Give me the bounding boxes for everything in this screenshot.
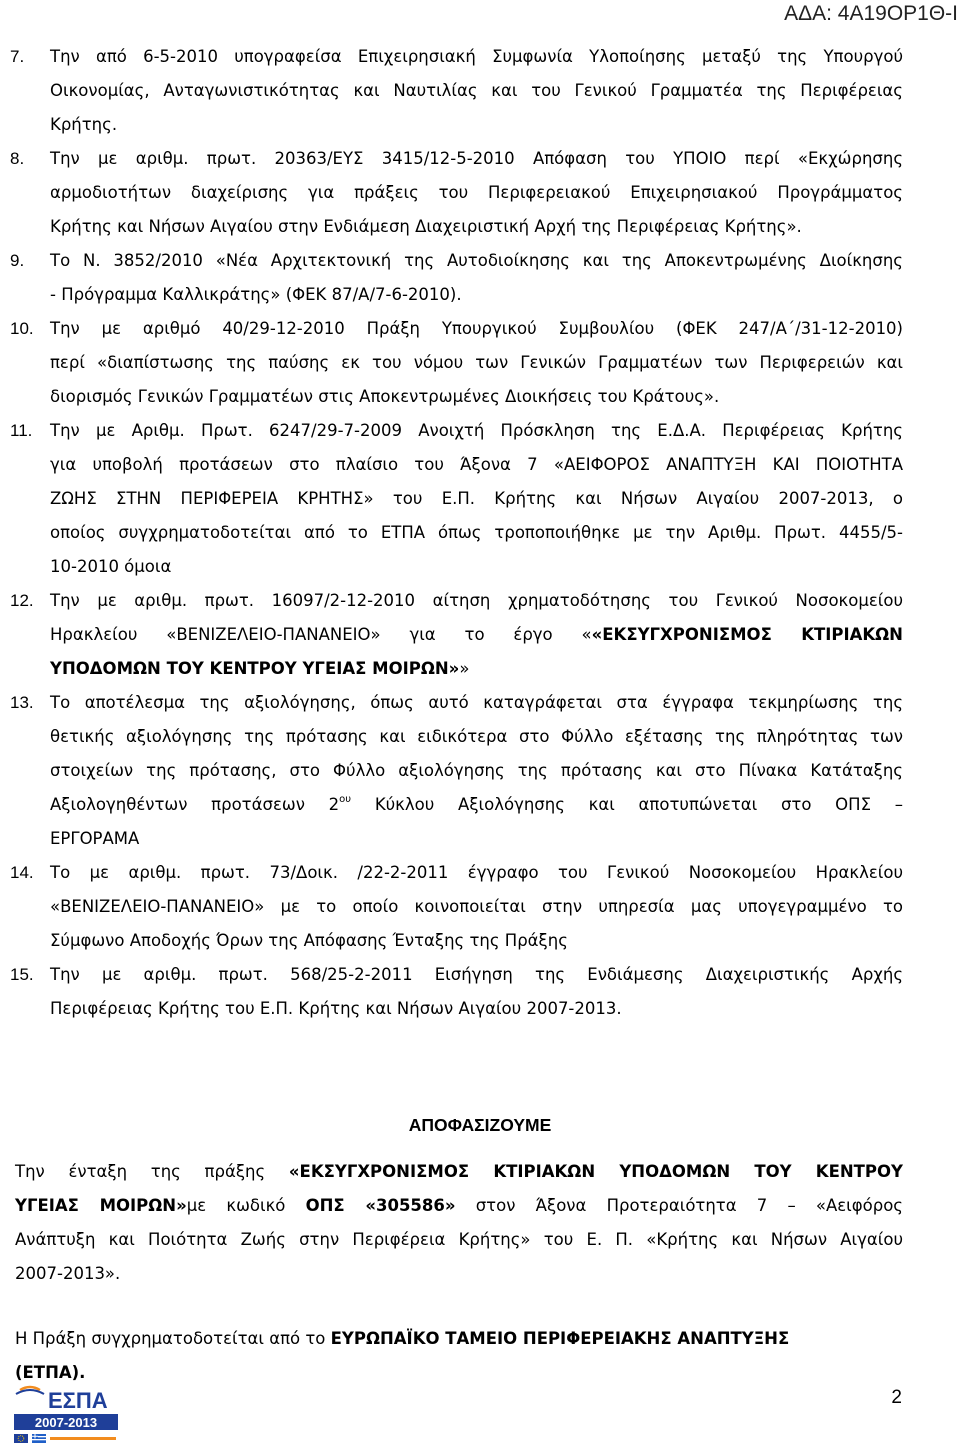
- text-line: οποίος συγχρηματοδοτείται από το ΕΤΠΑ όπως τροποποιήθηκε με την Αριθμ. Πρωτ. 4455/5-: [50, 523, 903, 542]
- text-line: Την από 6-5-2010 υπογραφείσα Επιχειρησιακή Συμφωνία Υλοποίησης μεταξύ της Υπουργού: [50, 47, 903, 66]
- text-line: Κρήτης και Νήσων Αιγαίου στην Ενδιάμεση Διαχειριστική Αρχή της Περιφέρειας Κρήτης».: [50, 217, 802, 236]
- espa-logo-mark: [16, 1387, 44, 1394]
- text-line: Την με αριθμ. πρωτ. 16097/2-12-2010 αίτηση χρηματοδότησης του Γενικού Νοσοκομείου: [50, 591, 903, 610]
- project-title-bold: «ΕΚΣΥΓΧΡΟΝΙΣΜΟΣ ΚΤΙΡΙΑΚΩΝ: [591, 625, 903, 644]
- item-number: 15.: [10, 965, 34, 984]
- text-run: Ηρακλείου «ΒΕΝΙΖΕΛΕΙΟ-ΠΑΝΑΝΕΙΟ» για το έργο «: [50, 625, 592, 644]
- item-text: [50, 142, 903, 244]
- text-run: με κωδικό: [186, 1196, 306, 1215]
- text-run: Την ένταξη της πράξης: [15, 1162, 289, 1181]
- text-line: Την με Αριθμ. Πρωτ. 6247/29-7-2009 Ανοιχτή Πρόσκληση της Ε.Δ.Α. Περιφέρειας Κρήτης: [50, 421, 903, 440]
- text-line: Το αποτέλεσμα της αξιολόγησης, όπως αυτό καταγράφεται στα έγγραφα τεκμηρίωσης της: [50, 693, 903, 712]
- list-item: [0, 584, 960, 686]
- text-line: διορισμός Γενικών Γραμματέων στις Αποκεντρωμένες Διοικήσεις του Κράτους».: [50, 387, 720, 406]
- item-text: [50, 958, 903, 1026]
- text-line: Ανάπτυξη και Ποιότητα Ζωής στην Περιφέρεια Κρήτης» του Ε. Π. «Κρήτης και Νήσων Αιγαίου: [15, 1230, 903, 1249]
- text-line: αρμοδιοτήτων διαχείρισης για πράξεις του Περιφερειακού Επιχειρησιακού Προγράμματος: [50, 183, 903, 202]
- fund-name-bold: ΕΥΡΩΠΑΪΚΟ ΤΑΜΕΙΟ ΠΕΡΙΦΕΡΕΙΑΚΗΣ ΑΝΑΠΤΥΞΗΣ: [330, 1329, 790, 1348]
- text-line: ΕΡΓΟΡΑΜΑ: [50, 829, 140, 848]
- text-line: περί «διαπίστωσης της παύσης εκ του νόμου των Γενικών Γραμματέων των Περιφερειών και: [50, 353, 903, 372]
- text-line: [15, 1189, 903, 1223]
- text-line: θετικής αξιολόγησης της πρότασης και ειδικότερα στο Φύλλο εξέτασης της πληρότητας των: [50, 727, 903, 746]
- ops-code-bold: ΟΠΣ «305586»: [305, 1196, 456, 1215]
- text-line: Περιφέρειας Κρήτης του Ε.Π. Κρήτης και Νήσων Αιγαίου 2007-2013.: [50, 999, 622, 1018]
- text-line: [50, 652, 903, 686]
- project-title-bold: ΥΠΟΔΟΜΩΝ ΤΟΥ ΚΕΝΤΡΟΥ ΥΓΕΙΑΣ ΜΟΙΡΩΝ»: [50, 659, 460, 678]
- considerations-list: [0, 40, 960, 1026]
- text-line: Σύμφωνο Αποδοχής Όρων της Απόφασης Ένταξης της Πράξης: [50, 931, 568, 950]
- item-text: [50, 584, 903, 686]
- item-text: [50, 40, 903, 142]
- text-line: «ΒΕΝΙΖΕΛΕΙΟ-ΠΑΝΑΝΕΙΟ» με το οποίο κοινοποιείται στην υπηρεσία μας υπογεγραμμένο το: [50, 897, 903, 916]
- item-text: [50, 414, 903, 584]
- item-text: [50, 312, 903, 414]
- text-line: 2007-2013».: [15, 1264, 121, 1283]
- list-item: [0, 686, 960, 856]
- item-number: 11.: [10, 421, 33, 440]
- text-line: Την με αριθμό 40/29-12-2010 Πράξη Υπουργικού Συμβουλίου (ΦΕΚ 247/Α΄/31-12-2010): [50, 319, 903, 338]
- espa-logo: [10, 1384, 120, 1444]
- eu-flag-icon: [14, 1434, 28, 1443]
- text-line: ΖΩΗΣ ΣΤΗΝ ΠΕΡΙΦΕΡΕΙΑ ΚΡΗΤΗΣ» του Ε.Π. Κρήτης και Νήσων Αιγαίου 2007-2013, ο: [50, 489, 903, 508]
- text-run: στον Άξονα Προτεραιότητα 7 – «Αειφόρος: [455, 1196, 903, 1215]
- text-line: στοιχείων της πρότασης, στο Φύλλο αξιολόγησης της πρότασης και στο Πίνακα Κατάταξης: [50, 761, 903, 780]
- text-run: »: [459, 659, 470, 678]
- text-line: [15, 1356, 903, 1390]
- text-line: [15, 1322, 903, 1356]
- item-text: [50, 244, 903, 312]
- text-line: [50, 788, 903, 822]
- page-number: 2: [891, 1387, 902, 1408]
- item-number: 7.: [10, 47, 25, 66]
- text-run: Κύκλου Αξιολόγησης και αποτυπώνεται στο ΟΠΣ –: [374, 795, 903, 814]
- text-run: Αξιολογηθέντων προτάσεων 2: [50, 795, 340, 814]
- item-number: 14.: [10, 863, 34, 882]
- item-text: [50, 686, 903, 856]
- text-line: 10-2010 όμοια: [50, 557, 172, 576]
- item-number: 8.: [10, 149, 25, 168]
- superscript: ου: [339, 794, 352, 805]
- item-number: 12.: [10, 591, 34, 610]
- ada-code: ΑΔΑ: 4Α19ΟΡ1Θ-Ι: [784, 2, 958, 25]
- list-item: [0, 856, 960, 958]
- project-title-bold: «ΕΚΣΥΓΧΡΟΝΙΣΜΟΣ ΚΤΙΡΙΑΚΩΝ ΥΠΟΔΟΜΩΝ ΤΟΥ ΚΕΝΤΡΟΥ: [288, 1162, 903, 1181]
- list-item: [0, 40, 960, 142]
- logo-text: ΕΣΠΑ: [48, 1388, 108, 1413]
- item-number: 13.: [10, 693, 34, 712]
- text-line: για υποβολή προτάσεων στο πλαίσιο του Άξονα 7 «ΑΕΙΦΟΡΟΣ ΑΝΑΠΤΥΞΗ ΚΑΙ ΠΟΙΟΤΗΤΑ: [50, 455, 903, 474]
- list-item: [0, 958, 960, 1026]
- decision-paragraph: [15, 1155, 903, 1291]
- list-item: [0, 312, 960, 414]
- list-item: [0, 414, 960, 584]
- logo-years: 2007-2013: [34, 1415, 98, 1430]
- item-number: 9.: [10, 251, 25, 270]
- list-item: [0, 142, 960, 244]
- text-line: [50, 618, 903, 652]
- text-line: Την με αριθμ. πρωτ. 568/25-2-2011 Εισήγηση της Ενδιάμεσης Διαχειριστικής Αρχής: [50, 965, 903, 984]
- project-title-bold: ΥΓΕΙΑΣ ΜΟΙΡΩΝ»: [15, 1196, 187, 1215]
- fund-abbr-bold: (ΕΤΠΑ).: [15, 1363, 86, 1382]
- text-line: Την με αριθμ. πρωτ. 20363/ΕΥΣ 3415/12-5-2010 Απόφαση του ΥΠΟΙΟ περί «Εκχώρησης: [50, 149, 903, 168]
- text-line: Κρήτης.: [50, 115, 118, 134]
- funding-paragraph: [15, 1322, 903, 1390]
- text-line: Το Ν. 3852/2010 «Νέα Αρχιτεκτονική της Αυτοδιοίκησης και της Αποκεντρωμένης Διοίκησης: [50, 251, 903, 270]
- item-text: [50, 856, 903, 958]
- decision-heading: ΑΠΟΦΑΣΙΖΟΥΜΕ: [408, 1115, 552, 1135]
- text-run: Η Πράξη συγχρηματοδοτείται από το: [15, 1329, 331, 1348]
- list-item: [0, 244, 960, 312]
- item-number: 10.: [10, 319, 34, 338]
- greek-flag-icon: [32, 1434, 46, 1443]
- text-line: [15, 1155, 903, 1189]
- text-line: Οικονομίας, Ανταγωνιστικότητας και Ναυτιλίας και του Γενικού Γραμματέα της Περιφέρειας: [50, 81, 903, 100]
- text-line: Το με αριθμ. πρωτ. 73/Δοικ. /22-2-2011 έγγραφο του Γενικού Νοσοκομείου Ηρακλείου: [50, 863, 903, 882]
- text-line: - Πρόγραμμα Καλλικράτης» (ΦΕΚ 87/Α/7-6-2010).: [50, 285, 462, 304]
